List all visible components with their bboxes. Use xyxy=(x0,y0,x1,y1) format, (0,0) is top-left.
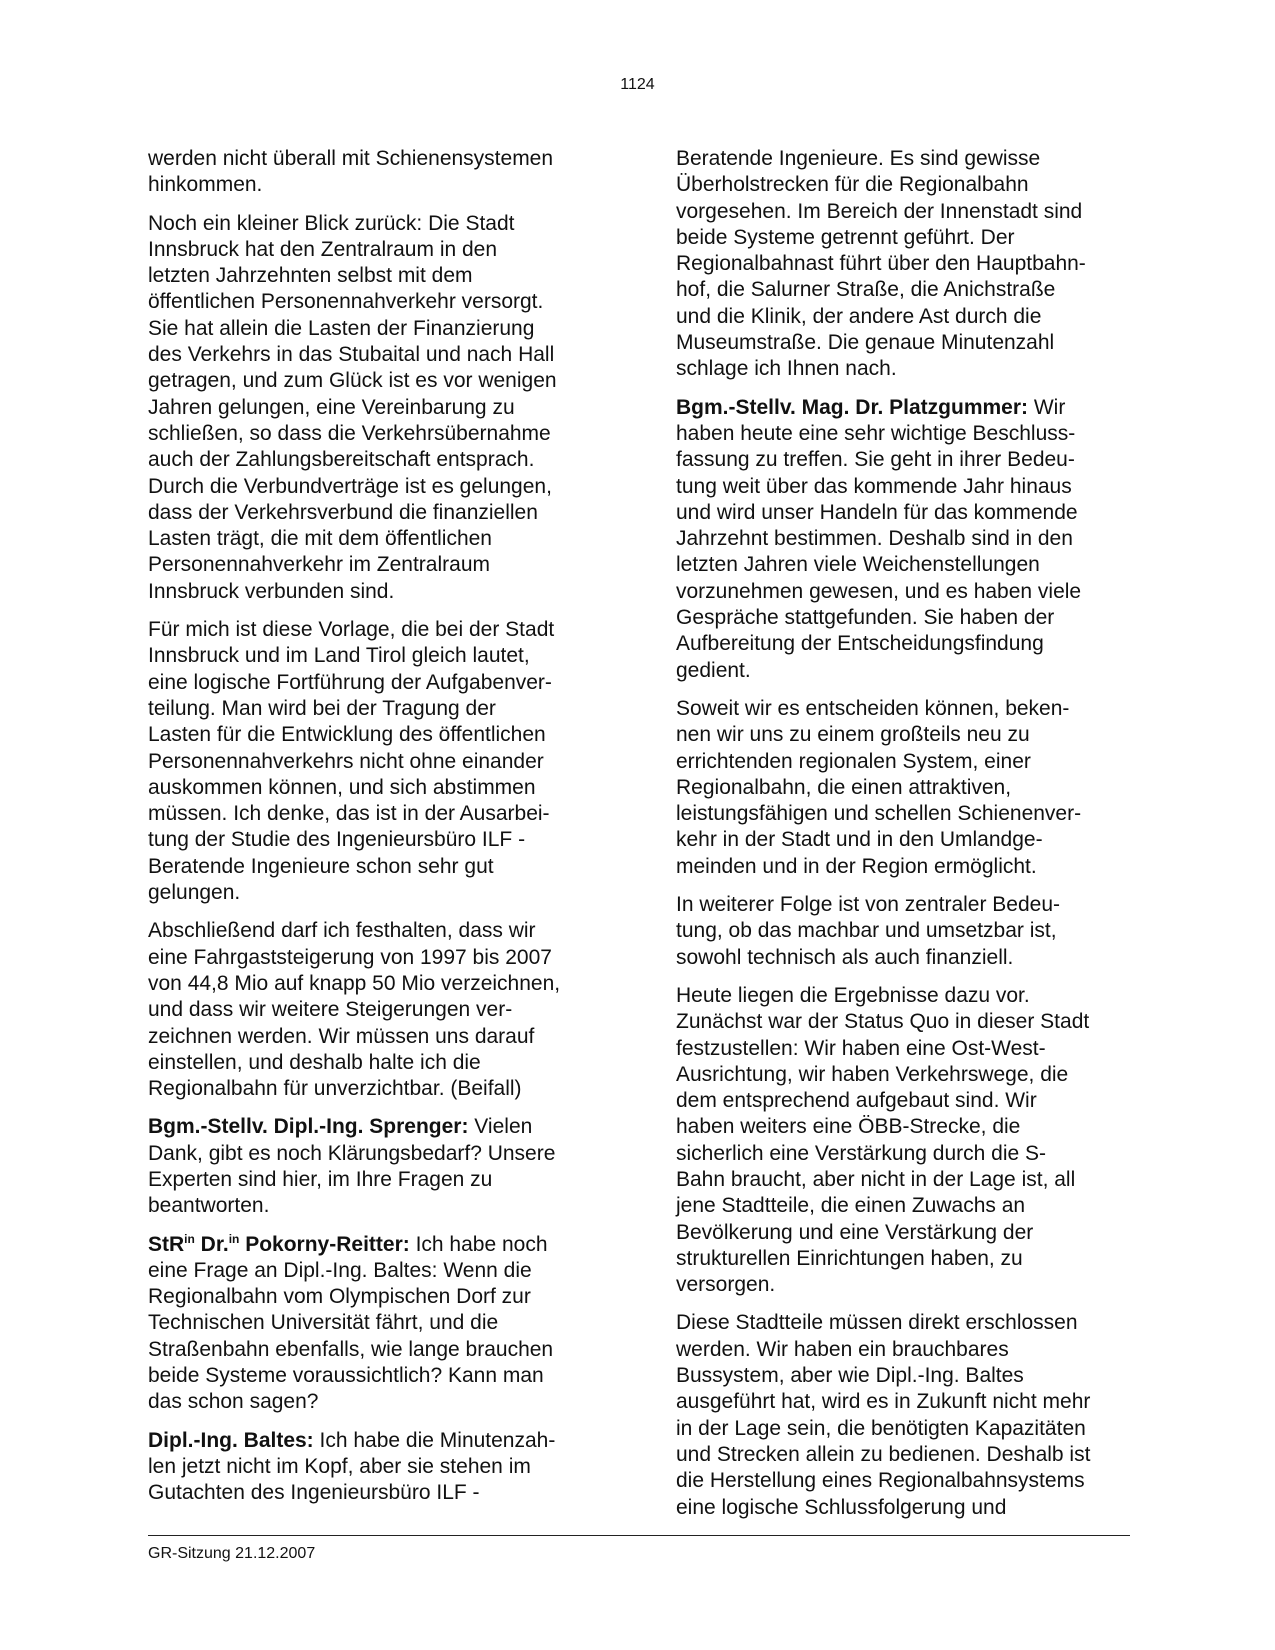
speaker-title: Dr. xyxy=(194,1232,229,1256)
paragraph-text: Abschließend darf ich festhalten, dass wir eine Fahrgaststeigerung von 1997 bis 2007 von 44,8 Mio auf knapp 50 Mio verzeichnen, und dass wir weitere Steigerungen ver- zeichnen werden. Wir müssen uns darauf einstellen, und deshalb halte ich die Regionalbahn für unverzichtbar. (Beifall) xyxy=(148,919,561,1101)
footer-text: GR-Sitzung 21.12.2007 xyxy=(148,1545,316,1562)
left-column xyxy=(148,146,600,1519)
paragraph xyxy=(676,1310,1128,1520)
paragraph xyxy=(148,617,600,906)
speaker-surname: Pokorny-Reitter: xyxy=(239,1232,410,1256)
paragraph-text: Beratende Ingenieure. Es sind gewisse Überholstrecken für die Regionalbahn vorgesehen. Im Bereich der Innenstadt sind beide Systeme getrennt geführt. Der Regionalbahnast führt über den Hauptbahn- hof, die Salurner Straße, die Anichstraße und die Klinik, der andere Ast durch die Museumstraße. Die genaue Minutenzahl schlage ich Ihnen nach. xyxy=(676,147,1086,381)
footer-divider xyxy=(148,1535,1130,1536)
speech-text: Ich habe noch eine Frage an Dipl.-Ing. Baltes: Wenn die Regionalbahn vom Olympischen Dorf zur Technischen Universität fährt, und die Straßenbahn ebenfalls, wie lange brauchen beide Systeme voraussichtlich? Kann man das schon sagen? xyxy=(148,1232,554,1414)
speaker-title: StR xyxy=(148,1232,185,1256)
superscript: in xyxy=(184,1231,195,1246)
paragraph-text: Soweit wir es entscheiden können, beken- nen wir uns zu einem großteils neu zu errichtenden regionalen System, einer Regionalbahn, die einen attraktiven, leistungsfähigen und schellen Schienenver- kehr in der Stadt und in den Umlandge- meinden und in der Region ermöglicht. xyxy=(676,696,1082,878)
paragraph xyxy=(148,146,600,199)
speaker-name: Bgm.-Stellv. Mag. Dr. Platzgummer: xyxy=(676,395,1029,419)
paragraph xyxy=(676,696,1128,880)
paragraph xyxy=(676,892,1128,971)
speech-text: Wir haben heute eine sehr wichtige Beschluss- fassung zu treffen. Sie geht in ihrer Bedeu- tung weit über das kommende Jahr hinaus und wird unser Handeln für das kommende Jahrzehnt bestimmen. Deshalb sind in den letzten Jahren viele Weichenstellungen vorzunehmen gewesen, und es haben viele Gespräche stattgefunden. Sie haben der Aufbereitung der Entscheidungsfindung gedient. xyxy=(676,395,1082,682)
speech-paragraph xyxy=(148,1232,600,1416)
paragraph-text: Noch ein kleiner Blick zurück: Die Stadt Innsbruck hat den Zentralraum in den letzten Jahrzehnten selbst mit dem öffentlichen Personennahverkehr versorgt. Sie hat allein die Lasten der Finanzierung des Verkehrs in das Stubaital und nach Hall getragen, und zum Glück ist es vor wenigen Jahren gelungen, eine Vereinbarung zu schließen, so dass die Verkehrsübernahme auch der Zahlungsbereitschaft entsprach. Durch die Verbundverträge ist es gelungen, dass der Verkehrsverbund die finanziellen Lasten trägt, die mit dem öffentlichen Personennahverkehr im Zentralraum Innsbruck verbunden sind. xyxy=(148,211,557,603)
speech-paragraph xyxy=(148,1428,600,1507)
paragraph xyxy=(148,918,600,1102)
speech-paragraph xyxy=(676,395,1128,684)
speaker-name: Dipl.-Ing. Baltes: xyxy=(148,1428,314,1452)
right-column xyxy=(676,146,1128,1533)
paragraph-text: Diese Stadtteile müssen direkt erschlossen werden. Wir haben ein brauchbares Bussystem, aber wie Dipl.-Ing. Baltes ausgeführt hat, wird es in Zukunft nicht mehr in der Lage sein, die benötigten Kapazitäten und Strecken allein zu bedienen. Deshalb ist die Herstellung eines Regionalbahnsystems eine logische Schlussfolgerung und xyxy=(676,1311,1091,1519)
paragraph-text: werden nicht überall mit Schienensystemen hinkommen. xyxy=(148,147,554,197)
speech-text: Vielen Dank, gibt es noch Klärungsbedarf? Unsere Experten sind hier, im Ihre Fragen zu beantworten. xyxy=(148,1115,556,1218)
page-number: 1124 xyxy=(620,76,655,93)
paragraph xyxy=(676,146,1128,383)
paragraph-text: Heute liegen die Ergebnisse dazu vor. Zunächst war der Status Quo in dieser Stadt festzustellen: Wir haben eine Ost-West- Ausrichtung, wir haben Verkehrswege, die dem entsprechend aufgebaut sind. Wir haben weiters eine ÖBB-Strecke, die sicherlich eine Verstärkung durch die S- Bahn braucht, aber nicht in der Lage ist, all jene Stadtteile, die einen Zuwachs an Bevölkerung und eine Verstärkung der strukturellen Einrichtungen haben, zu versorgen. xyxy=(676,983,1090,1297)
speech-paragraph xyxy=(148,1114,600,1219)
paragraph-text: Für mich ist diese Vorlage, die bei der Stadt Innsbruck und im Land Tirol gleich lautet, eine logische Fortführung der Aufgabenver- teilung. Man wird bei der Tragung der Lasten für die Entwicklung des öffentlichen Personennahverkehrs nicht ohne einander auskommen können, und sich abstimmen müssen. Ich denke, das ist in der Ausarbei- tung der Studie des Ingenieursbüro ILF - Beratende Ingenieure schon sehr gut gelungen. xyxy=(148,618,555,905)
speech-text: Ich habe die Minutenzah- len jetzt nicht im Kopf, aber sie stehen im Gutachten des Ingenieursbüro ILF - xyxy=(148,1428,556,1505)
speaker-name xyxy=(148,1233,410,1256)
superscript: in xyxy=(228,1231,240,1246)
paragraph xyxy=(148,211,600,605)
speaker-name: Bgm.-Stellv. Dipl.-Ing. Sprenger: xyxy=(148,1115,469,1139)
paragraph-text: In weiterer Folge ist von zentraler Bedeu- tung, ob das machbar und umsetzbar ist, sowohl technisch als auch finanziell. xyxy=(676,893,1061,969)
paragraph xyxy=(676,983,1128,1299)
